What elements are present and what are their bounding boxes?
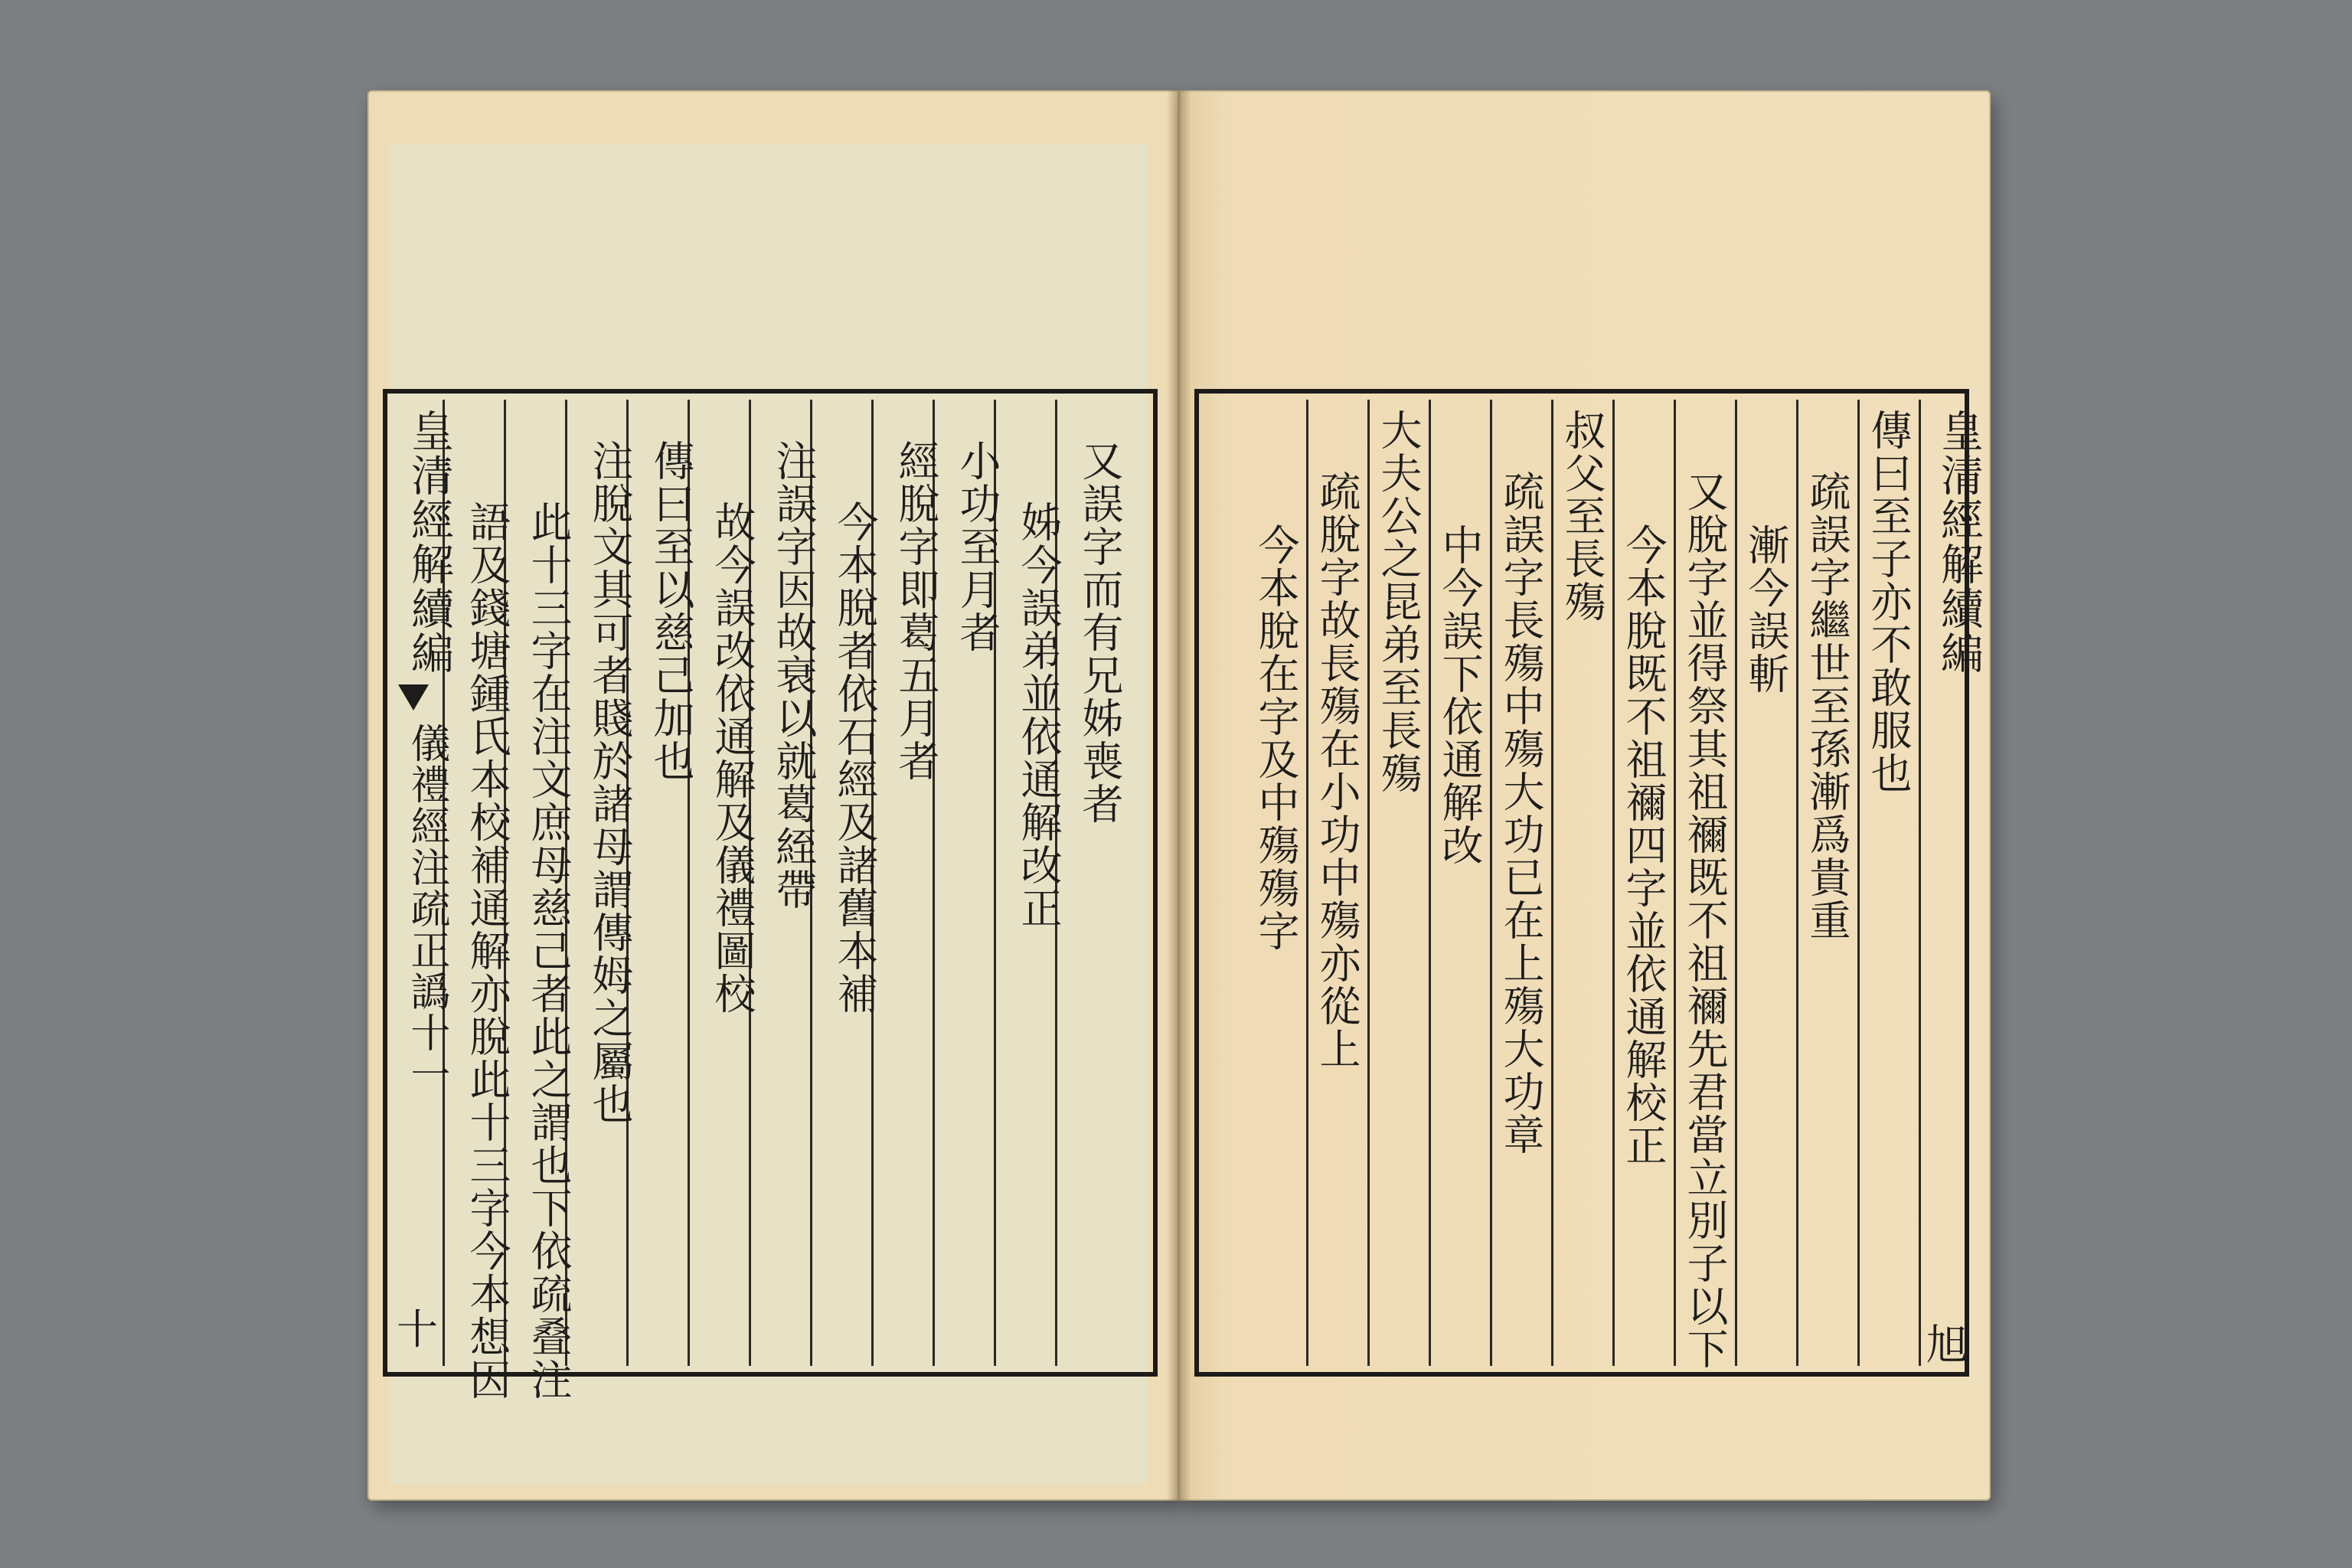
- left-col-6: 注誤字因故衰以就葛絰帶: [769, 439, 818, 911]
- left-col-8: 傳曰至以慈己加也: [647, 439, 695, 782]
- right-col-10: 疏脫字故長殤在小功中殤亦從上: [1313, 470, 1361, 1070]
- right-header-title: 皇清經解續編: [1934, 409, 1984, 675]
- left-col-11: 語及錢塘鍾氏本校補通解亦脫此十三字今本想因: [463, 501, 511, 1401]
- left-col-2: 姊今誤弟並依通解改正: [1014, 501, 1063, 929]
- open-book: [368, 90, 1991, 1501]
- left-page-mark: 十: [397, 1305, 438, 1354]
- right-col-2: 疏誤字繼世至孫漸爲貴重: [1803, 470, 1851, 942]
- left-col-5: 今本脫者依石經及諸舊本補: [831, 501, 879, 1015]
- right-page-mark: 旭: [1926, 1321, 1968, 1369]
- right-col-5: 今本脫既不祖禰四字並依通解校正: [1619, 524, 1668, 1167]
- left-header-section: 儀禮經注疏正譌十一: [403, 723, 449, 1095]
- book-gutter: [1167, 90, 1191, 1501]
- right-col-4: 又脫字並得祭其祖禰既不祖禰先君當立別子以下: [1681, 470, 1729, 1370]
- right-col-1: 傳曰至子亦不敢服也: [1864, 409, 1913, 795]
- left-col-10: 此十三字在注文庶母慈己者此之謂也下依疏叠注: [524, 501, 573, 1401]
- left-col-3: 小功至月者: [953, 439, 1001, 654]
- fish-tail-mark: [398, 684, 429, 710]
- right-col-9: 大夫公之昆弟至長殤: [1374, 409, 1423, 795]
- left-col-7: 故今誤改依通解及儀禮圖校: [708, 501, 756, 1015]
- left-col-4: 經脫字即葛五月者: [892, 439, 940, 782]
- right-col-6: 叔父至長殤: [1558, 409, 1606, 623]
- right-col-8: 中今誤下依通解改: [1436, 524, 1484, 867]
- right-text-frame: [1194, 389, 1984, 1377]
- left-text-frame: [383, 389, 1158, 1401]
- right-col-3: 漸今誤斬: [1742, 524, 1790, 695]
- right-col-7: 疏誤字長殤中殤大功已在上殤大功章: [1497, 470, 1545, 1156]
- right-col-11: 今本脫在字及中殤殤字: [1252, 524, 1300, 952]
- left-col-9: 注脫文其可者賤於諸母謂傳姆之屬也: [586, 439, 634, 1125]
- left-header-title: 皇清經解續編: [404, 409, 454, 675]
- left-col-1: 又誤字而有兄姊喪者: [1076, 439, 1124, 825]
